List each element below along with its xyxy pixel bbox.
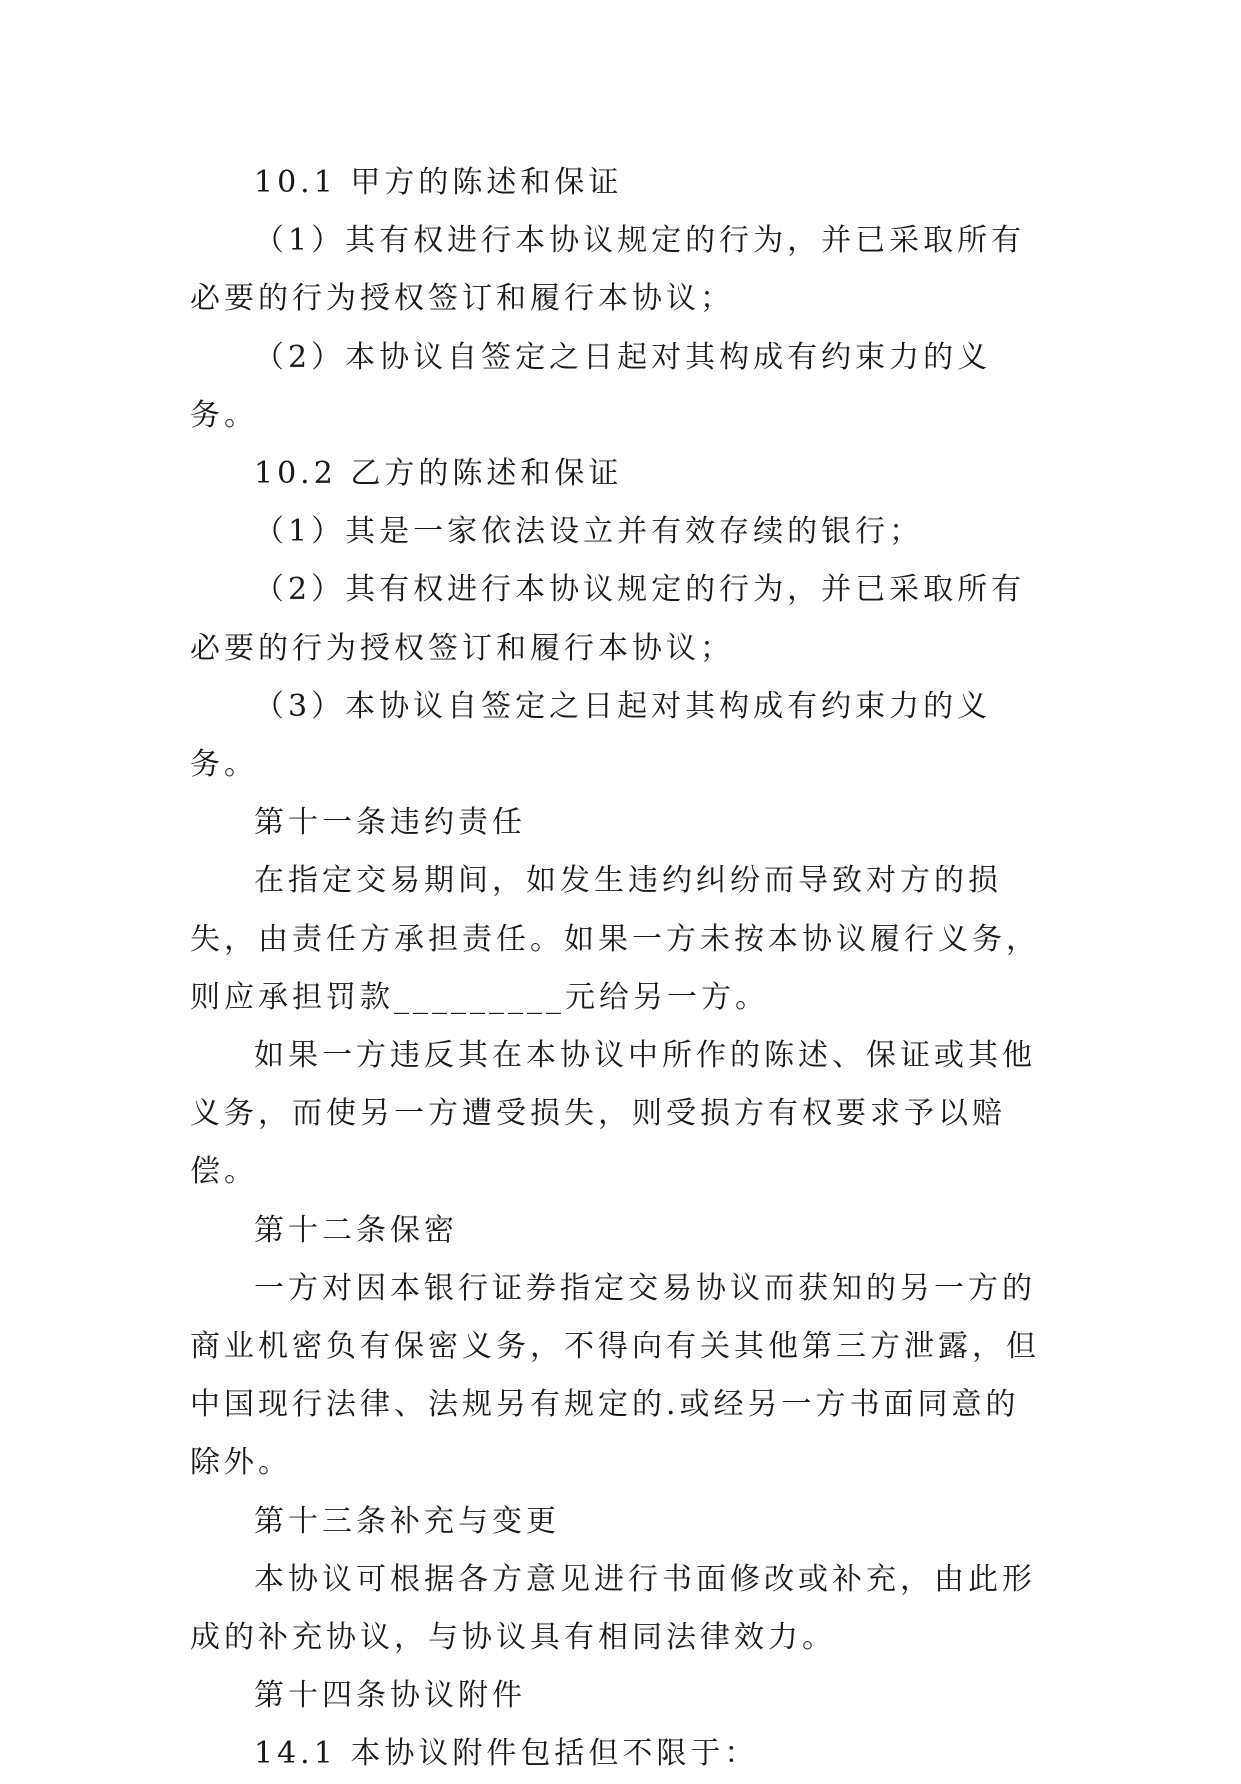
paragraph: 在指定交易期间，如发生违约纠纷而导致对方的损失，由责任方承担责任。如果一方未按本协议履行义务，则应承担罚款_________元给另一方。 <box>190 863 1040 1015</box>
document-body <box>190 154 1050 1784</box>
article-heading-13: 第十三条补充与变更 <box>254 1503 560 1539</box>
section-heading-10-1: 10.1 甲方的陈述和保证 <box>254 165 623 200</box>
paragraph: 本协议可根据各方意见进行书面修改或补充，由此形成的补充协议，与协议具有相同法律效力。 <box>190 1561 1036 1656</box>
paragraph: 一方对因本银行证券指定交易协议而获知的另一方的商业机密负有保密义务，不得向有关其他第三方泄露，但中国现行法律、法规另有规定的.或经另一方书面同意的除外。 <box>190 1270 1040 1481</box>
article-heading-12: 第十二条保密 <box>254 1212 458 1248</box>
section-heading-14-1: 14.1 本协议附件包括但不限于： <box>254 1736 759 1772</box>
article-heading-11: 第十一条违约责任 <box>254 805 526 841</box>
paragraph: 如果一方违反其在本协议中所作的陈述、保证或其他义务，而使另一方遭受损失，则受损方有权要求予以赔偿。 <box>190 1038 1036 1190</box>
paragraph: （1）其有权进行本协议规定的行为，并已采取所有必要的行为授权签订和履行本协议； <box>190 223 1026 317</box>
paragraph: （3）本协议自签定之日起对其构成有约束力的义务。 <box>190 688 992 783</box>
paragraph: （2）本协议自签定之日起对其构成有约束力的义务。 <box>190 339 992 433</box>
article-heading-14: 第十四条协议附件 <box>254 1678 526 1714</box>
section-heading-10-2: 10.2 乙方的陈述和保证 <box>254 456 623 492</box>
paragraph: （1）其是一家依法设立并有效存续的银行； <box>254 514 924 550</box>
paragraph: （2）其有权进行本协议规定的行为，并已采取所有必要的行为授权签订和履行本协议； <box>190 572 1026 666</box>
